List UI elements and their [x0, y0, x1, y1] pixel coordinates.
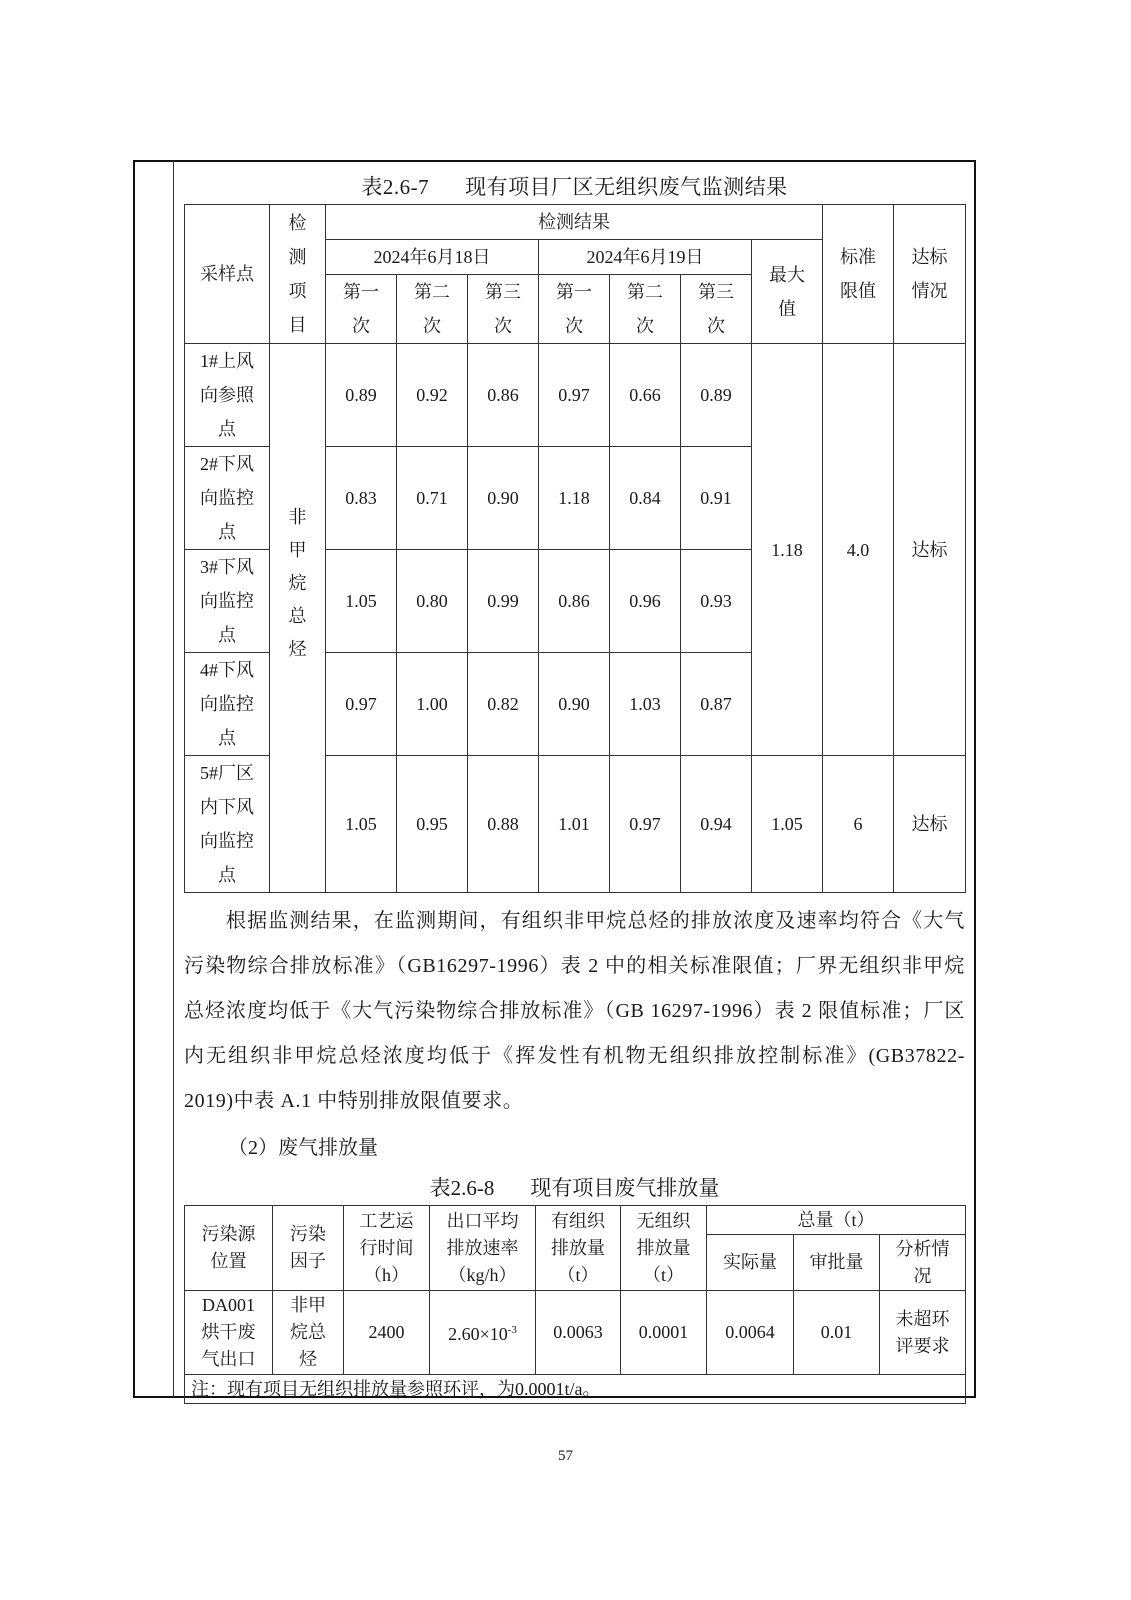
header-rate: 出口平均排放速率（kg/h） — [430, 1206, 536, 1291]
analysis-cell: 未超环评要求 — [880, 1291, 966, 1375]
section-heading: （2）废气排放量 — [228, 1137, 378, 1159]
table2-number: 表2.6-8 — [429, 1176, 495, 1200]
header-first-2: 第一次 — [539, 275, 610, 344]
table-note: 注：现有项目无组织排放量参照环评，为0.0001t/a。 — [185, 1375, 966, 1404]
header-source: 污染源位置 — [185, 1206, 273, 1291]
header-factor: 污染因子 — [273, 1206, 344, 1291]
table-row — [185, 1291, 966, 1375]
max-value-cell: 1.18 — [752, 344, 823, 756]
header-date-2: 2024年6月19日 — [539, 240, 752, 275]
value-cell: 1.03 — [610, 653, 681, 756]
table2-title: 现有项目废气排放量 — [530, 1176, 720, 1200]
value-cell: 0.90 — [468, 447, 539, 550]
sampling-point-cell: 3#下风向监控点 — [185, 550, 270, 653]
organized-cell: 0.0063 — [536, 1291, 621, 1375]
table1-caption — [184, 160, 965, 204]
page-content — [184, 160, 965, 1404]
header-runtime: 工艺运行时间（h） — [344, 1206, 430, 1291]
actual-cell: 0.0064 — [707, 1291, 794, 1375]
header-sampling-point: 采样点 — [185, 205, 270, 344]
value-cell: 0.89 — [681, 344, 752, 447]
rate-cell: $2.60\times 10^{-3}$ — [430, 1291, 536, 1375]
value-cell: 0.94 — [681, 756, 752, 893]
header-third-1: 第三次 — [468, 275, 539, 344]
header-organized: 有组织排放量（t） — [536, 1206, 621, 1291]
table1-number: 表2.6-7 — [361, 175, 430, 199]
value-cell: 0.82 — [468, 653, 539, 756]
value-cell: 0.84 — [610, 447, 681, 550]
header-actual: 实际量 — [707, 1235, 794, 1291]
value-cell: 0.91 — [681, 447, 752, 550]
max-value-cell: 1.05 — [752, 756, 823, 893]
value-cell: 1.00 — [397, 653, 468, 756]
page-number: 57 — [558, 1448, 573, 1464]
table-row — [185, 344, 966, 447]
compliance-cell: 达标 — [894, 344, 966, 756]
header-first-1: 第一次 — [326, 275, 397, 344]
sampling-point-cell: 5#厂区内下风向监控点 — [185, 756, 270, 893]
source-cell: DA001烘干废气出口 — [185, 1291, 273, 1375]
value-cell: 0.83 — [326, 447, 397, 550]
factor-cell: 非甲烷总烃 — [273, 1291, 344, 1375]
monitoring-results-table — [184, 204, 966, 893]
value-cell: 1.05 — [326, 550, 397, 653]
standard-limit-cell: 6 — [823, 756, 894, 893]
header-test-result: 检测结果 — [326, 205, 823, 240]
header-third-2: 第三次 — [681, 275, 752, 344]
value-cell: 0.96 — [610, 550, 681, 653]
frame-divider-line — [173, 160, 174, 1398]
value-cell: 0.88 — [468, 756, 539, 893]
header-test-item: 检测项目 — [270, 205, 326, 344]
header-approved: 审批量 — [794, 1235, 880, 1291]
value-cell: 0.71 — [397, 447, 468, 550]
value-cell: 0.86 — [539, 550, 610, 653]
value-cell: 0.99 — [468, 550, 539, 653]
value-cell: 1.18 — [539, 447, 610, 550]
value-cell: 0.90 — [539, 653, 610, 756]
emission-volume-table — [184, 1205, 966, 1404]
table2-caption — [184, 1171, 965, 1205]
header-compliance: 达标情况 — [894, 205, 966, 344]
unorganized-cell: 0.0001 — [621, 1291, 707, 1375]
value-cell: 0.97 — [610, 756, 681, 893]
approved-cell: 0.01 — [794, 1291, 880, 1375]
value-cell: 0.97 — [539, 344, 610, 447]
header-total: 总量（t） — [707, 1206, 966, 1235]
sampling-point-cell: 2#下风向监控点 — [185, 447, 270, 550]
header-standard-limit: 标准限值 — [823, 205, 894, 344]
value-cell: 0.87 — [681, 653, 752, 756]
header-second-2: 第二次 — [610, 275, 681, 344]
standard-limit-cell: 4.0 — [823, 344, 894, 756]
header-date-1: 2024年6月18日 — [326, 240, 539, 275]
value-cell: 0.92 — [397, 344, 468, 447]
sampling-point-cell: 1#上风向参照点 — [185, 344, 270, 447]
value-cell: 0.97 — [326, 653, 397, 756]
header-unorganized: 无组织排放量（t） — [621, 1206, 707, 1291]
value-cell: 0.89 — [326, 344, 397, 447]
header-second-1: 第二次 — [397, 275, 468, 344]
value-cell: 0.66 — [610, 344, 681, 447]
value-cell: 1.01 — [539, 756, 610, 893]
header-max-value: 最大值 — [752, 240, 823, 344]
value-cell: 0.80 — [397, 550, 468, 653]
value-cell: 1.05 — [326, 756, 397, 893]
conclusion-paragraph: 根据监测结果，在监测期间，有组织非甲烷总烃的排放浓度及速率均符合《大气污染物综合排放标准》（GB16297-1996）表 2 中的相关标准限值；厂界无组织非甲烷总烃浓度均低于《大气污染物综合排放标准》（GB 16297-1996）表 2 限值标准；厂区内无组织非甲烷总烃浓度均低于《挥发性有机物无组织排放控制标准》(GB37822-2019)中表 A.1 中特别排放限值要求。 — [184, 910, 965, 1112]
value-cell: 0.86 — [468, 344, 539, 447]
sampling-point-cell: 4#下风向监控点 — [185, 653, 270, 756]
test-item-cell: 非甲烷总烃 — [270, 344, 326, 893]
value-cell: 0.95 — [397, 756, 468, 893]
table1-title: 现有项目厂区无组织废气监测结果 — [465, 175, 788, 199]
runtime-cell: 2400 — [344, 1291, 430, 1375]
header-analysis: 分析情况 — [880, 1235, 966, 1291]
value-cell: 0.93 — [681, 550, 752, 653]
compliance-cell: 达标 — [894, 756, 966, 893]
